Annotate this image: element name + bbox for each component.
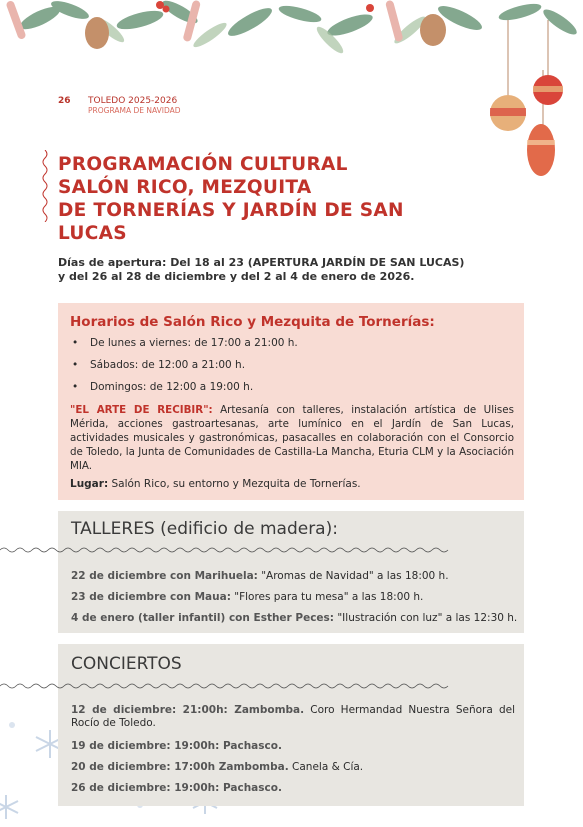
list-item	[71, 740, 282, 753]
wavy-divider	[0, 546, 450, 554]
item-date: 26 de diciembre: 19:00h: Pachasco.	[71, 782, 282, 794]
lugar-text: Salón Rico, su entorno y Mezquita de Tornerías.	[108, 478, 361, 490]
talleres-heading: TALLERES (edificio de madera):	[71, 519, 338, 539]
list-item	[71, 591, 423, 604]
list-item-text: Sábados: de 12:00 a 21:00 h.	[90, 359, 246, 371]
horarios-heading: Horarios de Salón Rico y Mezquita de Tornerías:	[70, 314, 435, 330]
list-item	[72, 380, 298, 402]
page-number: 26	[58, 96, 71, 106]
list-item	[71, 761, 363, 774]
opening-days	[58, 256, 528, 284]
list-item	[72, 336, 298, 358]
list-item-text: De lunes a viernes: de 17:00 a 21:00 h.	[90, 337, 298, 349]
arte-paragraph	[70, 403, 514, 473]
title-line: LUCAS	[58, 223, 127, 244]
page-title	[58, 153, 528, 245]
arte-text: Artesanía con talleres, instalación artística de Ulises Mérida, acciones gastroartesanas, arte lumínico en el Jardín de San Lucas, actividades musicales y gastronómicas, pasacalles en colaboración con el Consorcio de Toledo, la Junta de Comunidades de Castilla-La Mancha, Eturia CLM y la Asociación MIA.	[70, 404, 514, 472]
conciertos-heading: CONCIERTOS	[71, 654, 182, 674]
item-date: 12 de diciembre: 21:00h: Zambomba.	[71, 704, 305, 716]
talleres-box	[58, 511, 524, 633]
list-item	[71, 612, 517, 625]
arte-label: "EL ARTE DE RECIBIR":	[70, 404, 213, 416]
header-title: TOLEDO 2025-2026	[88, 96, 178, 106]
item-date: 20 de diciembre: 17:00h Zambomba.	[71, 761, 289, 773]
item-date: 19 de diciembre: 19:00h: Pachasco.	[71, 740, 282, 752]
item-text: Canela & Cía.	[288, 761, 364, 773]
list-item	[71, 782, 282, 795]
bullet-icon: •	[72, 337, 79, 349]
list-item	[71, 570, 449, 583]
header-subtitle: PROGRAMA DE NAVIDAD	[88, 106, 181, 115]
item-text: "Flores para tu mesa" a las 18:00 h.	[230, 591, 424, 603]
title-line: SALÓN RICO, MEZQUITA	[58, 177, 312, 198]
item-date: 23 de diciembre con Maua:	[71, 591, 231, 603]
conciertos-box	[58, 644, 524, 806]
list-item	[71, 704, 515, 730]
bullet-icon: •	[72, 359, 79, 371]
horarios-box	[58, 303, 524, 500]
item-text: Coro Hermandad Nuestra Señora del Rocío de Toledo.	[71, 704, 515, 729]
bullet-icon: •	[72, 381, 79, 393]
item-date: 4 de enero (taller infantil) con Esther Peces:	[71, 612, 335, 624]
list-item	[72, 358, 298, 380]
item-date: 22 de diciembre con Marihuela:	[71, 570, 258, 582]
lugar-line	[70, 478, 361, 490]
item-text: "Ilustración con luz" a las 12:30 h.	[334, 612, 518, 624]
wavy-divider	[0, 682, 450, 690]
opening-days-line: Días de apertura: Del 18 al 23 (APERTURA JARDÍN DE SAN LUCAS)	[58, 256, 465, 269]
title-line: PROGRAMACIÓN CULTURAL	[58, 154, 348, 175]
opening-days-line: y del 26 al 28 de diciembre y del 2 al 4 de enero de 2026.	[58, 270, 415, 283]
title-line: DE TORNERÍAS Y JARDÍN DE SAN	[58, 200, 404, 221]
lugar-label: Lugar:	[70, 478, 109, 490]
item-text: "Aromas de Navidad" a las 18:00 h.	[257, 570, 449, 582]
horarios-list	[72, 336, 298, 402]
wavy-divider	[40, 150, 50, 222]
list-item-text: Domingos: de 12:00 a 19:00 h.	[90, 381, 254, 393]
